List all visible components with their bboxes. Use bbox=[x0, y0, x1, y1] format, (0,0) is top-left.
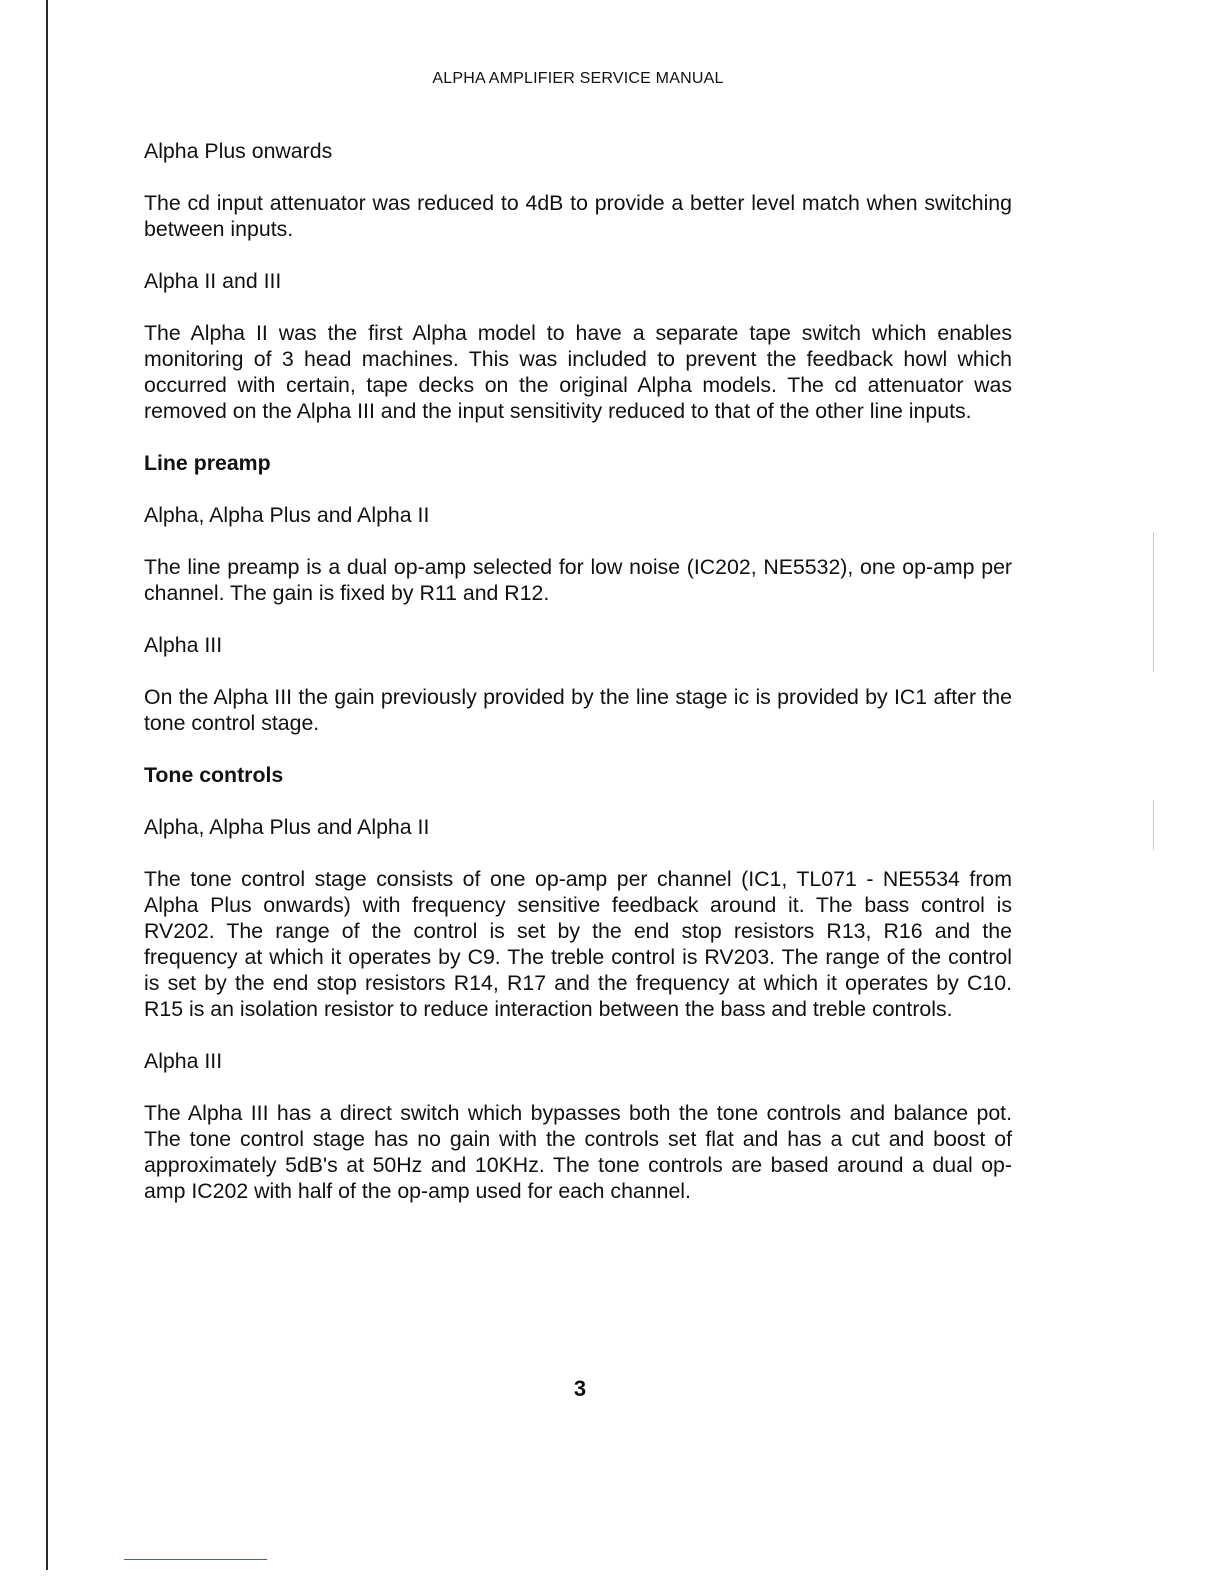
scan-binding-edge bbox=[46, 0, 48, 1570]
running-header: ALPHA AMPLIFIER SERVICE MANUAL bbox=[432, 70, 724, 87]
scan-speck-mark bbox=[1153, 800, 1154, 850]
model-subheading: Alpha II and III bbox=[144, 269, 282, 293]
body-paragraph: The line preamp is a dual op-amp selected for low noise (IC202, NE5532), one op-amp per channel. The gain is fixed by R11 and R12. bbox=[144, 555, 1012, 605]
model-subheading: Alpha III bbox=[144, 633, 223, 657]
model-subheading: Alpha, Alpha Plus and Alpha II bbox=[144, 503, 430, 527]
body-paragraph: The tone control stage consists of one op-amp per channel (IC1, TL071 - NE5534 from Alpha Plus onwards) with frequency sensitive feedback around it. The bass control is RV202. The range of the control is set by the end stop resistors R13, R16 and the frequency at which it operates by C9. The treble control is RV203. The range of the control is set by the end stop resistors R14, R17 and the frequency at which it operates by C10. R15 is an isolation resistor to reduce interaction between the bass and treble controls. bbox=[144, 867, 1012, 1021]
model-subheading: Alpha Plus onwards bbox=[144, 139, 333, 163]
body-paragraph: The Alpha III has a direct switch which bypasses both the tone controls and balance pot. The tone control stage has no gain with the controls set flat and has a cut and boost of approximately 5dB's at 50Hz and 10KHz. The tone controls are based around a dual op-amp IC202 with half of the op-amp used for each channel. bbox=[144, 1101, 1012, 1203]
body-paragraph: On the Alpha III the gain previously provided by the line stage ic is provided by IC1 after the tone control stage. bbox=[144, 685, 1012, 735]
body-paragraph: The Alpha II was the first Alpha model to have a separate tape switch which enables monitoring of 3 head machines. This was included to prevent the feedback howl which occurred with certain, tape decks on the original Alpha models. The cd attenuator was removed on the Alpha III and the input sensitivity reduced to that of the other line inputs. bbox=[144, 321, 1012, 423]
section-heading-tone-controls: Tone controls bbox=[144, 763, 284, 787]
page-body bbox=[144, 138, 1012, 1230]
page-number: 3 bbox=[573, 1376, 587, 1401]
body-paragraph: The cd input attenuator was reduced to 4dB to provide a better level match when switching between inputs. bbox=[144, 191, 1012, 241]
scan-speck-mark bbox=[1153, 532, 1154, 672]
model-subheading: Alpha, Alpha Plus and Alpha II bbox=[144, 815, 430, 839]
section-heading-line-preamp: Line preamp bbox=[144, 451, 271, 475]
footer-rule bbox=[124, 1559, 267, 1560]
model-subheading: Alpha III bbox=[144, 1049, 223, 1073]
